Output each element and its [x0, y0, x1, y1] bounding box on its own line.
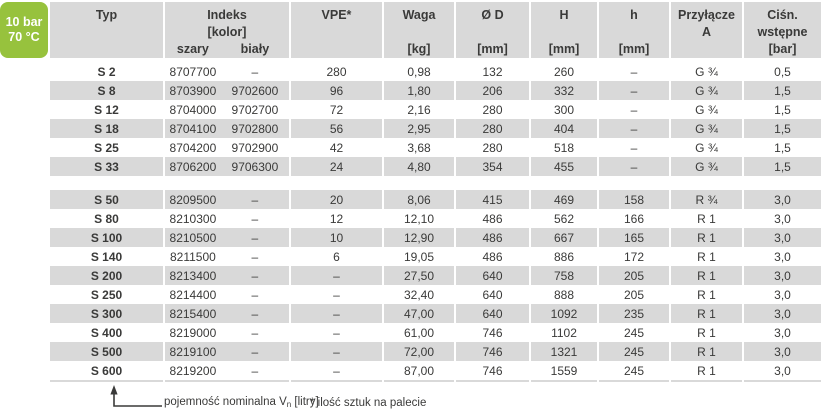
cell-vpe: –: [291, 361, 382, 380]
table-group-large: [50, 190, 821, 380]
cell-indeks-bialy: –: [251, 268, 259, 283]
cell-indeks: [165, 323, 289, 342]
cell-indeks: [165, 157, 289, 176]
cell-diameter: 486: [482, 249, 503, 264]
cell-waga: 47,00: [384, 304, 454, 323]
cell-height-H: 260: [553, 64, 575, 79]
cell-vpe: 12: [329, 211, 344, 226]
table-group-small: [50, 62, 821, 176]
cell-cisnienie: 0,5: [774, 64, 791, 79]
cell-height-h: 235: [599, 304, 669, 323]
cell-indeks: [165, 81, 289, 100]
cell-diameter: 280: [456, 119, 529, 138]
cell-przylacze: G ¾: [671, 119, 742, 138]
cell-height-h: 205: [599, 266, 669, 285]
cell-height-h: 205: [623, 287, 645, 302]
cell-indeks-szary: 8209500: [169, 192, 217, 207]
cell-height-H: 1102: [551, 325, 577, 340]
cell-vpe: 280: [326, 64, 347, 79]
cell-height-H: 758: [531, 266, 597, 285]
cell-height-H: 455: [531, 157, 597, 176]
table-row: [50, 361, 821, 380]
cell-cisnienie: 3,0: [774, 325, 791, 340]
cell-indeks: [165, 119, 289, 138]
cell-indeks-bialy: –: [251, 249, 259, 264]
cell-cisnienie: 3,0: [744, 266, 821, 285]
cell-indeks: [165, 266, 289, 285]
cell-typ: S 33: [50, 157, 163, 176]
footnotes: [50, 384, 821, 412]
cell-przylacze: R 1: [697, 249, 716, 264]
cell-cisnienie: 3,0: [744, 228, 821, 247]
cell-vpe: –: [291, 342, 382, 361]
badge-pressure: 10 bar: [5, 15, 43, 29]
cell-indeks-bialy: –: [251, 306, 259, 321]
cell-height-H: 886: [553, 249, 575, 264]
cell-height-h: 158: [599, 190, 669, 209]
cell-przylacze: G ¾: [695, 64, 718, 79]
table-row: [50, 209, 821, 228]
cell-indeks-szary: 8215400: [169, 306, 217, 321]
header-diameter: Ø D [mm]: [456, 2, 529, 58]
cell-vpe: –: [333, 287, 340, 302]
cell-cisnienie: 3,0: [774, 249, 791, 264]
cell-indeks: [165, 138, 289, 157]
cell-diameter: 280: [482, 140, 503, 155]
cell-przylacze: G ¾: [671, 81, 742, 100]
cell-typ: S 2: [97, 64, 116, 79]
cell-diameter: 640: [482, 287, 503, 302]
cell-indeks-bialy: –: [251, 344, 259, 359]
table-row: [50, 62, 821, 81]
cell-indeks: [165, 342, 289, 361]
cell-indeks-bialy: –: [251, 211, 259, 226]
cell-indeks: [165, 62, 289, 81]
table-row: [50, 285, 821, 304]
pallet-note: * ilość sztuk na palecie: [310, 397, 427, 409]
cell-cisnienie: 3,0: [744, 304, 821, 323]
cell-typ: S 50: [50, 190, 163, 209]
cell-przylacze: R 1: [671, 304, 742, 323]
table-row: [50, 100, 821, 119]
cell-indeks: [165, 285, 289, 304]
cell-height-h: –: [630, 140, 638, 155]
cell-typ: S 100: [50, 228, 163, 247]
cell-diameter: 415: [456, 190, 529, 209]
header-waga: Waga [kg]: [384, 2, 454, 58]
cell-height-h: 245: [623, 325, 645, 340]
cell-height-H: 667: [531, 228, 597, 247]
cell-waga: 3,68: [407, 140, 431, 155]
cell-przylacze: R 1: [697, 287, 716, 302]
cell-cisnienie: 1,5: [744, 81, 821, 100]
cell-typ: S 500: [50, 342, 163, 361]
header-cisnienie: Ciśn. wstępne [bar]: [744, 2, 821, 58]
cell-indeks-bialy: 9702900: [231, 140, 279, 155]
cell-indeks-bialy: –: [251, 192, 259, 207]
cell-height-H: 518: [553, 140, 575, 155]
table-header-row: [50, 2, 821, 58]
cell-diameter: 746: [456, 361, 529, 380]
cell-przylacze: G ¾: [695, 140, 718, 155]
header-typ: Typ: [50, 2, 163, 58]
cell-diameter: 640: [456, 304, 529, 323]
cell-diameter: 280: [482, 102, 503, 117]
header-przylacze: Przyłącze A: [671, 2, 742, 58]
cell-diameter: 486: [482, 211, 503, 226]
cell-cisnienie: 1,5: [774, 140, 791, 155]
cell-indeks-szary: 8219100: [169, 344, 217, 359]
cell-typ: S 250: [90, 287, 123, 302]
cell-waga: 4,80: [384, 157, 454, 176]
cell-typ: S 200: [50, 266, 163, 285]
table-row: [50, 190, 821, 209]
cell-waga: 1,80: [384, 81, 454, 100]
cell-height-H: 1321: [531, 342, 597, 361]
cell-height-h: –: [630, 64, 638, 79]
cell-diameter: 746: [456, 342, 529, 361]
cell-indeks-szary: 8706200: [169, 159, 217, 174]
cell-indeks: [165, 361, 289, 380]
table-row: [50, 228, 821, 247]
spec-table: [50, 2, 821, 380]
cell-indeks: [165, 190, 289, 209]
cell-typ: S 300: [50, 304, 163, 323]
cell-cisnienie: 3,0: [744, 342, 821, 361]
cell-typ: S 12: [94, 102, 119, 117]
cell-typ: S 140: [90, 249, 123, 264]
cell-indeks-bialy: –: [251, 363, 259, 378]
cell-waga: 2,16: [407, 102, 431, 117]
cell-cisnienie: 1,5: [744, 157, 821, 176]
cell-przylacze: R 1: [697, 325, 716, 340]
cell-przylacze: R 1: [671, 228, 742, 247]
table-row: [50, 81, 821, 100]
cell-indeks: [165, 100, 289, 119]
cell-typ: S 80: [94, 211, 119, 226]
cell-indeks-szary: 8210500: [169, 230, 217, 245]
cell-indeks: [165, 228, 289, 247]
cell-typ: S 8: [50, 81, 163, 100]
cell-vpe: –: [291, 304, 382, 323]
cell-indeks-bialy: 9702600: [231, 83, 279, 98]
cell-cisnienie: 1,5: [744, 119, 821, 138]
cell-vpe: 56: [291, 119, 382, 138]
cell-vpe: 72: [329, 102, 344, 117]
cell-waga: 61,00: [403, 325, 435, 340]
cell-indeks: [165, 304, 289, 323]
cell-diameter: 640: [456, 266, 529, 285]
cell-height-h: 245: [599, 342, 669, 361]
cell-cisnienie: 3,0: [744, 361, 821, 380]
cell-height-H: 332: [531, 81, 597, 100]
cell-vpe: 96: [291, 81, 382, 100]
cell-cisnienie: 1,5: [774, 102, 791, 117]
cell-indeks-bialy: –: [251, 64, 259, 79]
cell-przylacze: R 1: [671, 361, 742, 380]
cell-waga: 0,98: [407, 64, 431, 79]
cell-height-H: 300: [553, 102, 575, 117]
header-indeks: Indeks [kolor] szary biały: [165, 2, 289, 58]
table-row: [50, 323, 821, 342]
table-row: [50, 157, 821, 176]
cell-height-h: –: [599, 119, 669, 138]
cell-height-H: 562: [553, 211, 575, 226]
capacity-arrow-icon: [108, 384, 164, 410]
cell-height-H: 888: [553, 287, 575, 302]
cell-przylacze: G ¾: [671, 157, 742, 176]
cell-vpe: 20: [291, 190, 382, 209]
cell-diameter: 132: [482, 64, 503, 79]
cell-indeks-szary: 8210300: [169, 211, 217, 226]
cell-height-h: 245: [599, 361, 669, 380]
cell-indeks-bialy: –: [251, 230, 259, 245]
table-row: [50, 247, 821, 266]
cell-indeks-szary: 8213400: [169, 268, 217, 283]
cell-przylacze: R 1: [671, 266, 742, 285]
cell-height-h: –: [599, 157, 669, 176]
cell-waga: 2,95: [384, 119, 454, 138]
cell-indeks-szary: 8214400: [169, 287, 217, 302]
cell-indeks-szary: 8211500: [169, 249, 216, 264]
cell-cisnienie: 3,0: [774, 287, 791, 302]
header-vpe: VPE*: [291, 2, 382, 58]
cell-indeks: [165, 247, 289, 266]
table-row: [50, 266, 821, 285]
header-height-H: H [mm]: [531, 2, 597, 58]
cell-przylacze: R 1: [671, 342, 742, 361]
cell-indeks-szary: 8704000: [169, 102, 217, 117]
header-szary: szary: [176, 42, 209, 56]
cell-cisnienie: 3,0: [774, 211, 791, 226]
cell-typ: S 600: [50, 361, 163, 380]
cell-height-H: 1559: [531, 361, 597, 380]
header-height-h: h [mm]: [599, 2, 669, 58]
header-bialy: biały: [240, 42, 270, 56]
cell-indeks-bialy: 9702700: [231, 102, 279, 117]
cell-vpe: 42: [329, 140, 344, 155]
cell-indeks-bialy: 9702800: [231, 121, 279, 136]
cell-waga: 12,90: [384, 228, 454, 247]
cell-przylacze: R 1: [697, 211, 716, 226]
cell-waga: 12,10: [403, 211, 435, 226]
cell-indeks-szary: 8219200: [169, 363, 217, 378]
cell-indeks-szary: 8704200: [169, 140, 217, 155]
table-row: [50, 304, 821, 323]
cell-indeks: [165, 209, 289, 228]
cell-indeks-szary: 8704100: [169, 121, 217, 136]
cell-vpe: 24: [291, 157, 382, 176]
cell-vpe: 6: [333, 249, 340, 264]
cell-height-h: 166: [623, 211, 645, 226]
cell-height-H: 1092: [531, 304, 597, 323]
cell-indeks-szary: 8703900: [169, 83, 217, 98]
cell-height-h: –: [630, 102, 638, 117]
cell-vpe: –: [333, 325, 340, 340]
capacity-note-text: pojemność nominalna $V_n$ [litry]: [164, 396, 319, 409]
cell-przylacze: G ¾: [695, 102, 718, 117]
cell-diameter: 746: [482, 325, 503, 340]
cell-diameter: 206: [456, 81, 529, 100]
cell-waga: 72,00: [384, 342, 454, 361]
capacity-note: [108, 384, 319, 410]
group-divider: [50, 176, 821, 190]
cell-waga: 32,40: [403, 287, 435, 302]
badge-temperature: 70 °C: [8, 30, 40, 44]
cell-height-H: 404: [531, 119, 597, 138]
cell-vpe: 10: [291, 228, 382, 247]
cell-typ: S 400: [90, 325, 123, 340]
table-row: [50, 119, 821, 138]
cell-height-h: 165: [599, 228, 669, 247]
cell-indeks-bialy: –: [251, 325, 259, 340]
table-row: [50, 138, 821, 157]
cell-cisnienie: 3,0: [744, 190, 821, 209]
cell-diameter: 486: [456, 228, 529, 247]
cell-indeks-bialy: –: [251, 287, 259, 302]
cell-indeks-szary: 8219000: [169, 325, 217, 340]
cell-typ: S 25: [94, 140, 119, 155]
cell-przylacze: R ¾: [671, 190, 742, 209]
cell-waga: 87,00: [384, 361, 454, 380]
cell-height-h: –: [599, 81, 669, 100]
cell-height-h: 172: [623, 249, 645, 264]
pressure-temp-badge: [0, 2, 48, 58]
cell-waga: 27,50: [384, 266, 454, 285]
cell-height-H: 469: [531, 190, 597, 209]
cell-indeks-szary: 8707700: [169, 64, 217, 79]
cell-vpe: –: [291, 266, 382, 285]
cell-waga: 8,06: [384, 190, 454, 209]
table-row: [50, 342, 821, 361]
cell-indeks-bialy: 9706300: [231, 159, 279, 174]
cell-waga: 19,05: [403, 249, 435, 264]
cell-diameter: 354: [456, 157, 529, 176]
cell-typ: S 18: [50, 119, 163, 138]
